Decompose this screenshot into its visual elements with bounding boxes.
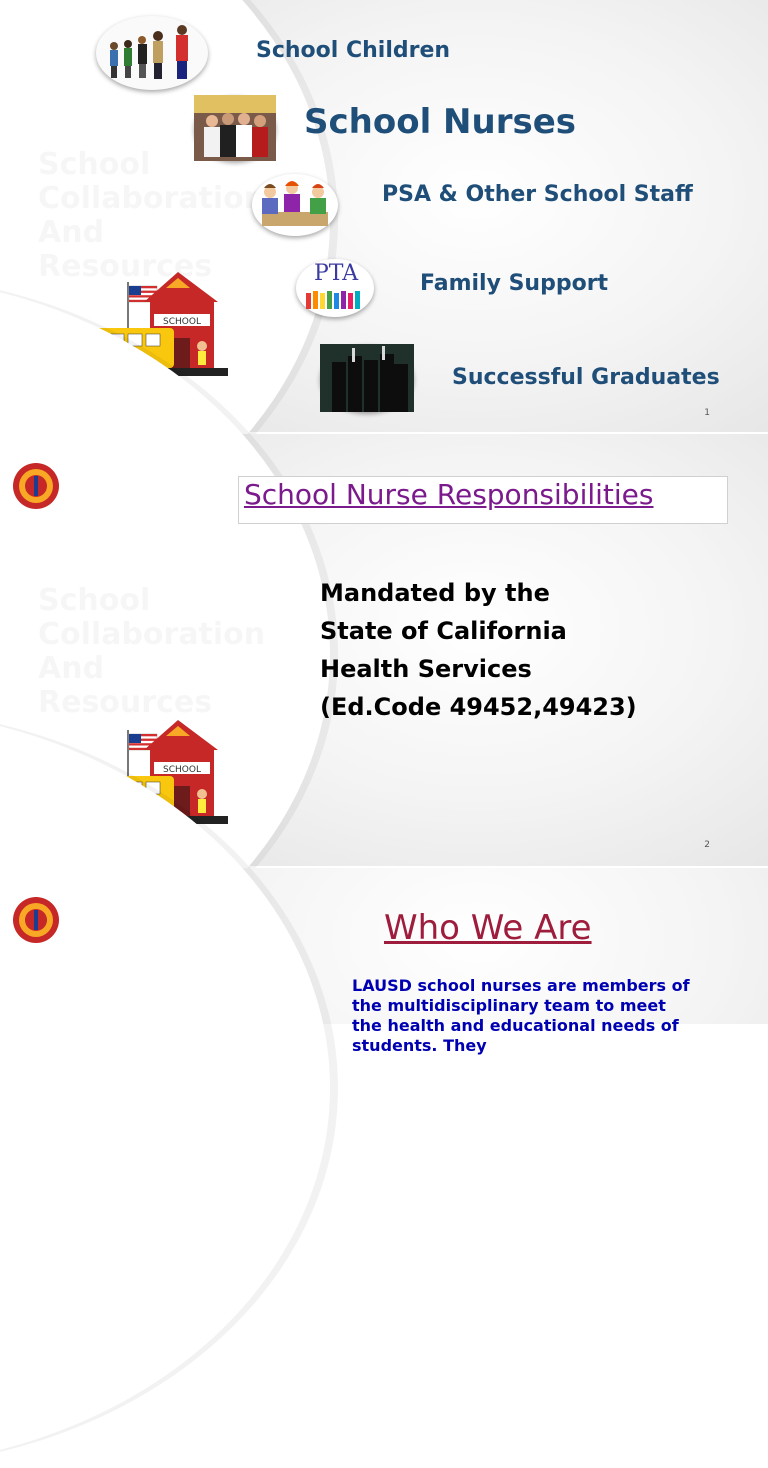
pta-logo-text: PTA (314, 261, 359, 286)
item-label-school-children: School Children (256, 38, 451, 63)
mandate-line: State of California (320, 617, 567, 645)
pta-people-row (306, 291, 360, 309)
lausd-seal-icon (12, 896, 60, 944)
school-sign-text: SCHOOL (163, 317, 201, 327)
school-sign-text: SCHOOL (163, 765, 201, 775)
pta-logo (296, 259, 374, 317)
slide-3 (0, 868, 768, 1055)
slide-title-text: School Nurse Responsibilities (244, 478, 654, 511)
children-photo (96, 16, 208, 90)
ghost-title (38, 584, 258, 720)
slide-body: LAUSD school nurses are members of the multidisciplinary team to meet the health and educational needs of students. They (352, 976, 690, 1055)
item-label-school-nurses: School Nurses (304, 102, 577, 142)
mandate-line: Mandated by the (320, 579, 550, 607)
slide-title: Who We Are (384, 908, 592, 948)
staff-clipart (252, 174, 338, 236)
item-label-family-support: Family Support (420, 271, 609, 296)
children-figures (110, 25, 188, 79)
graduates-photo (320, 344, 414, 412)
page-number: 2 (704, 840, 710, 850)
mandate-text (320, 574, 637, 726)
page-number: 1 (704, 408, 710, 418)
mandate-line: Health Services (320, 655, 532, 683)
mandate-line: (Ed.Code 49452,49423) (320, 693, 637, 721)
item-label-psa-staff: PSA & Other School Staff (382, 182, 693, 207)
nurses-photo (194, 95, 276, 161)
ghost-title (38, 148, 258, 284)
item-label-successful-graduates: Successful Graduates (452, 365, 720, 390)
lausd-seal-icon (12, 462, 60, 510)
